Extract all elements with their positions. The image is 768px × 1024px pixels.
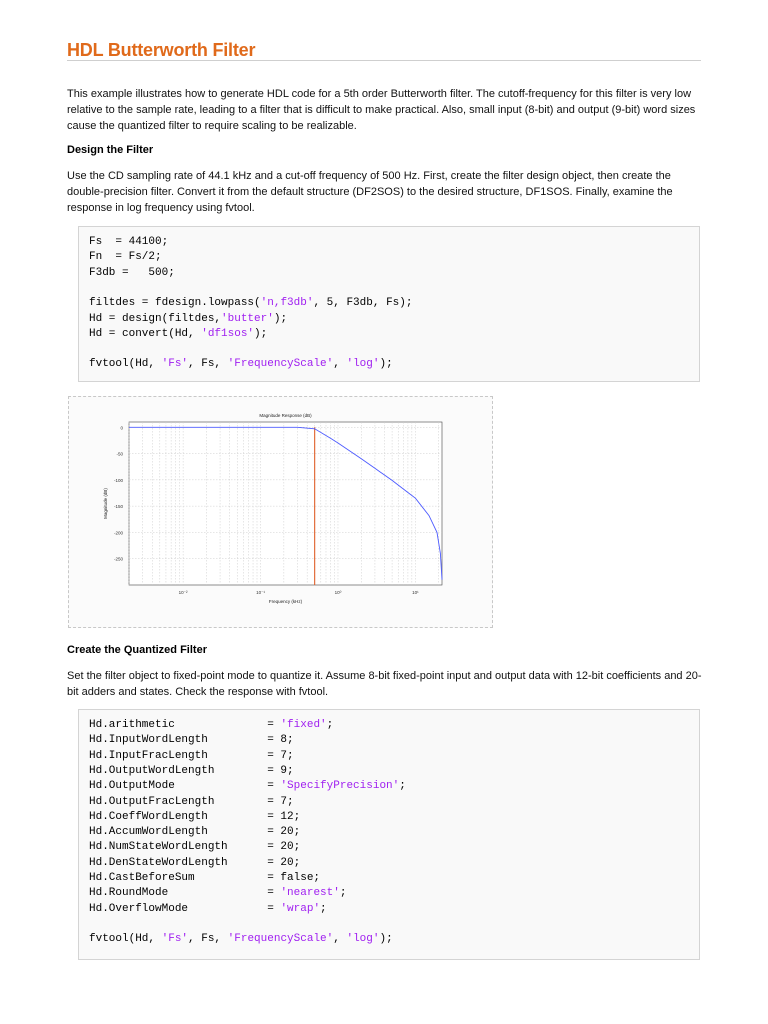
y-tick-label: -150 [113,504,123,510]
code-text: , Fs, [188,358,228,371]
code-block-quantized [78,709,700,960]
magnitude-response-chart [69,397,494,629]
y-tick-label: 0 [120,425,123,431]
code-text: Hd = convert(Hd, [89,327,202,340]
x-tick-label: 10⁰ [334,590,342,595]
code-text: Fs = 44100; [89,236,169,248]
code-text: Hd.NumStateWordLength = 20; [89,841,301,854]
code-text: ; [339,887,347,900]
code-text: Hd.InputFracLength = 7; [89,749,294,762]
code-string: 'FrequencyScale' [227,933,334,946]
code-text: ; [399,780,406,793]
code-text: , 5, F3db, Fs); [313,297,413,310]
code-string: 'nearest' [280,887,340,900]
plot-area [129,422,442,585]
code-string: 'SpecifyPrecision' [280,780,400,793]
code-string: 'n,f3db' [260,297,314,310]
code-string: 'Fs' [161,933,189,946]
code-text: Hd.RoundMode = [89,887,281,900]
code-line [89,312,287,327]
x-tick-label: 10⁻¹ [256,590,265,595]
code-text: ); [379,933,393,946]
code-line [89,840,300,855]
code-text: Hd.arithmetic = [89,719,281,731]
code-line [89,795,294,810]
section-text-design: Use the CD sampling rate of 44.1 kHz and a cut-off frequency of 500 Hz. First, create the filter design object, then create the double-precision filter. Convert it from the default structure (DF2SOS) to the desired structure, DF1SOS. Finally, examine the response in log frequency using fvtool. [67,170,673,214]
code-line [89,749,294,764]
code-string: 'wrap' [280,902,321,915]
code-text: ); [254,327,268,340]
code-line [89,779,406,794]
code-line [89,235,168,250]
code-block-design [78,226,700,382]
code-line [89,764,294,779]
y-tick-label: -100 [113,477,123,483]
y-tick-label: -200 [113,530,123,536]
code-text: ; [326,719,334,731]
code-string: 'butter' [221,312,274,325]
code-string: 'df1sos' [201,327,255,340]
code-line [89,902,327,917]
code-string: 'FrequencyScale' [227,358,334,371]
code-text: Hd = design(filtdes, [89,312,222,325]
x-tick-label: 10¹ [412,590,419,595]
code-text: fvtool(Hd, [89,933,162,946]
page-title: HDL Butterworth Filter [67,40,256,60]
code-string: 'fixed' [280,719,327,731]
title-divider [67,60,701,61]
chart-title: Magnitude Response (dB) [259,413,312,418]
code-line [89,932,393,947]
y-axis-label: Magnitude (dB) [103,488,108,519]
code-line [89,296,412,311]
code-line [89,810,300,825]
code-text: Hd.OutputMode = [89,780,281,793]
code-line [89,825,300,840]
code-text: Fn = Fs/2; [89,251,162,264]
y-tick-label: -250 [113,556,123,562]
x-axis-label: Frequency (kHz) [268,599,303,604]
code-string: 'log' [346,358,380,371]
code-text: Hd.DenStateWordLength = 20; [89,856,301,869]
code-text: Hd.AccumWordLength = 20; [89,826,301,839]
section-text-quantized: Set the filter object to fixed-point mode to quantize it. Assume 8-bit fixed-point input and output data with 12-bit coefficients and 20-bit adders and states. Check the response with fvtool. [67,670,702,698]
x-tick-label: 10⁻² [178,590,188,595]
code-line [89,733,294,748]
code-text: Hd.InputWordLength = 8; [89,734,294,747]
code-text: , Fs, [188,933,228,946]
code-text: fvtool(Hd, [89,358,162,371]
code-text: , [333,358,347,371]
intro-paragraph: This example illustrates how to generate HDL code for a 5th order Butterworth filter. The cutoff-frequency for this filter is very low relative to the sample rate, leading to a filter that is difficult to make practical. Also, small input (8-bit) and output (9-bit) word sizes cause the quantized filter to require scaling to be realizable. [67,88,696,132]
y-tick-label: -50 [116,451,123,457]
magnitude-response-figure [68,396,493,628]
code-line [89,327,267,342]
code-text: filtdes = fdesign.lowpass( [89,297,261,310]
code-text: Hd.OverflowMode = [89,902,281,915]
code-line [89,886,346,901]
code-string: 'log' [346,933,380,946]
code-text: ); [273,312,288,325]
code-text: Hd.OutputWordLength = 9; [89,764,294,777]
code-text: , [333,933,347,946]
code-text: ); [379,358,393,371]
code-line [89,856,300,871]
code-line [89,266,175,281]
code-text: ; [320,902,327,915]
section-heading-quantized: Create the Quantized Filter [67,644,207,656]
code-text: F3db = 500; [89,266,175,279]
section-heading-design: Design the Filter [67,144,154,156]
code-line [89,250,162,265]
code-line [89,718,333,733]
code-line [89,871,320,886]
code-string: 'Fs' [161,358,189,371]
code-line [89,357,393,372]
code-text: Hd.CoeffWordLength = 12; [89,810,301,823]
code-text: Hd.OutputFracLength = 7; [89,795,294,808]
code-text: Hd.CastBeforeSum = false; [89,872,321,884]
